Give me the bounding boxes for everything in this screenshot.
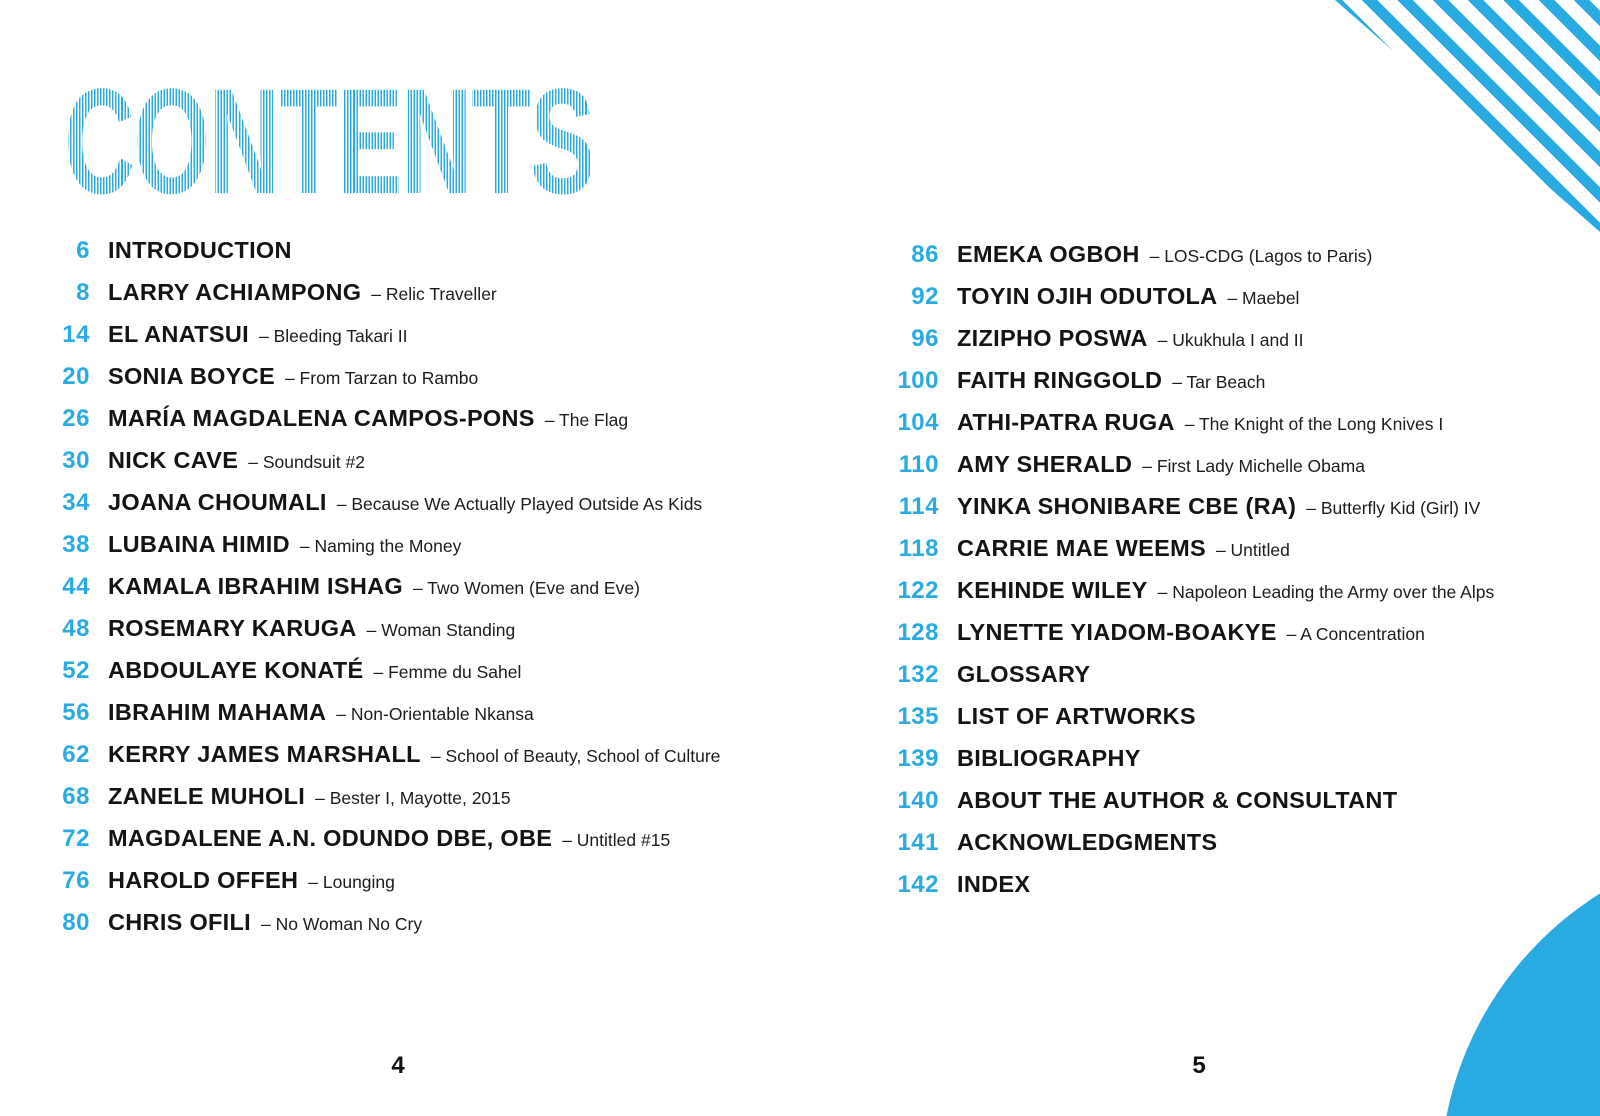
toc-entry-page-number: 52 [62, 657, 90, 684]
toc-entry [34, 405, 720, 447]
toc-entry [883, 367, 1494, 409]
toc-entry-title: LARRY ACHIAMPONG [108, 279, 362, 305]
toc-entry-page-number: 80 [62, 909, 90, 936]
toc-entry-page-number: 139 [897, 745, 939, 772]
toc-entry-title: NICK CAVE [108, 447, 239, 473]
toc-entry-title: ATHI-PATRA RUGA [957, 409, 1175, 435]
toc-entry-page-number: 128 [897, 619, 939, 646]
toc-entry-title: KAMALA IBRAHIM ISHAG [108, 573, 403, 599]
toc-entry-artwork: – LOS-CDG (Lagos to Paris) [1149, 246, 1373, 266]
toc-entry-artwork: – Relic Traveller [371, 284, 497, 304]
toc-entry [883, 787, 1494, 829]
toc-entry-artwork: – Bleeding Takari II [258, 326, 408, 346]
toc-entry [883, 283, 1494, 325]
toc-entry-artwork: – Napoleon Leading the Army over the Alps [1157, 582, 1495, 602]
toc-entry-page-number: 141 [897, 829, 939, 856]
toc-entry [34, 615, 720, 657]
toc-entry-title: AMY SHERALD [957, 451, 1133, 477]
toc-entry [34, 279, 720, 321]
toc-entry-page-number: 104 [897, 409, 939, 436]
toc-column-left [34, 237, 720, 951]
toc-entry-title: LUBAINA HIMID [108, 531, 290, 557]
toc-entry-page-number: 20 [62, 363, 90, 390]
toc-entry-artwork: – The Knight of the Long Knives I [1184, 414, 1444, 434]
toc-entry-artwork: – A Concentration [1286, 624, 1425, 644]
toc-entry-title: CHRIS OFILI [108, 909, 251, 935]
toc-entry-title: GLOSSARY [957, 661, 1091, 687]
toc-entry-artwork: – School of Beauty, School of Culture [430, 746, 721, 766]
toc-entry-title: LYNETTE YIADOM-BOAKYE [957, 619, 1277, 645]
toc-entry-page-number: 132 [897, 661, 939, 688]
toc-entry [34, 447, 720, 489]
toc-entry-artwork: – Untitled [1215, 540, 1290, 560]
toc-entry-artwork: – The Flag [544, 410, 629, 430]
toc-entry-artwork: – Naming the Money [299, 536, 462, 556]
toc-entry [883, 829, 1494, 871]
toc-entry-title: BIBLIOGRAPHY [957, 745, 1141, 771]
toc-entry-artwork: – Soundsuit #2 [248, 452, 365, 472]
toc-entry-page-number: 14 [62, 321, 90, 348]
toc-entry-artwork: – Bester I, Mayotte, 2015 [315, 788, 511, 808]
toc-entry-artwork: – Femme du Sahel [373, 662, 522, 682]
toc-entry [34, 237, 720, 279]
toc-entry [883, 535, 1494, 577]
toc-entry-artwork: – Woman Standing [366, 620, 516, 640]
toc-entry [883, 745, 1494, 787]
toc-entry-title: FAITH RINGGOLD [957, 367, 1163, 393]
toc-entry [34, 783, 720, 825]
toc-entry-title: ABOUT THE AUTHOR & CONSULTANT [957, 787, 1398, 813]
toc-entry-artwork: – Untitled #15 [562, 830, 671, 850]
toc-entry-page-number: 56 [62, 699, 90, 726]
toc-entry-title: ACKNOWLEDGMENTS [957, 829, 1218, 855]
toc-entry [34, 321, 720, 363]
toc-entry-page-number: 68 [62, 783, 90, 810]
toc-entry-page-number: 100 [897, 367, 939, 394]
toc-entry-page-number: 114 [898, 493, 939, 520]
toc-entry-page-number: 110 [898, 451, 939, 478]
toc-entry-title: EL ANATSUI [108, 321, 249, 347]
toc-entry-page-number: 8 [76, 279, 90, 306]
toc-entry-artwork: – No Woman No Cry [261, 914, 423, 934]
toc-entry-title: MARÍA MAGDALENA CAMPOS-PONS [108, 405, 535, 431]
page-number-left: 4 [391, 1052, 405, 1079]
toc-entry [34, 909, 720, 951]
toc-entry [34, 825, 720, 867]
toc-entry-page-number: 142 [897, 871, 939, 898]
toc-entry-title: ZANELE MUHOLI [108, 783, 306, 809]
toc-entry-page-number: 122 [897, 577, 939, 604]
toc-entry-artwork: – Butterfly Kid (Girl) IV [1306, 498, 1481, 518]
toc-entry-page-number: 38 [62, 531, 90, 558]
toc-entry-title: ROSEMARY KARUGA [108, 615, 357, 641]
toc-entry [34, 531, 720, 573]
toc-entry-page-number: 135 [897, 703, 939, 730]
toc-entry-page-number: 118 [898, 535, 939, 562]
toc-entry-title: CARRIE MAE WEEMS [957, 535, 1206, 561]
toc-entry-title: ZIZIPHO POSWA [957, 325, 1148, 351]
corner-stripes-decoration [1335, 0, 1600, 232]
toc-entry-artwork: – Ukukhula I and II [1157, 330, 1304, 350]
toc-entry-artwork: – First Lady Michelle Obama [1142, 456, 1365, 476]
toc-entry [34, 657, 720, 699]
toc-entry [883, 661, 1494, 703]
page-number-right: 5 [1192, 1052, 1206, 1079]
toc-entry-page-number: 44 [62, 573, 90, 600]
toc-entry-page-number: 30 [62, 447, 90, 474]
toc-entry-page-number: 86 [911, 241, 939, 268]
toc-entry-page-number: 96 [911, 325, 939, 352]
page-title: CONTENTS [64, 57, 594, 225]
toc-entry-page-number: 6 [76, 237, 90, 264]
toc-entry-title: INDEX [957, 871, 1031, 897]
toc-entry-title: KERRY JAMES MARSHALL [108, 741, 421, 767]
toc-entry [883, 241, 1494, 283]
toc-entry [883, 409, 1494, 451]
toc-entry [883, 871, 1494, 913]
toc-entry-title: INTRODUCTION [108, 237, 292, 263]
toc-entry-title: LIST OF ARTWORKS [957, 703, 1196, 729]
toc-entry-title: IBRAHIM MAHAMA [108, 699, 327, 725]
toc-entry [883, 493, 1494, 535]
toc-column-right [883, 241, 1494, 913]
toc-entry [883, 619, 1494, 661]
toc-entry-title: TOYIN OJIH ODUTOLA [957, 283, 1218, 309]
toc-entry-title: MAGDALENE A.N. ODUNDO DBE, OBE [108, 825, 553, 851]
toc-entry [34, 741, 720, 783]
toc-entry [34, 867, 720, 909]
toc-entry-page-number: 72 [62, 825, 90, 852]
toc-entry-title: KEHINDE WILEY [957, 577, 1148, 603]
toc-entry-page-number: 92 [911, 283, 939, 310]
toc-entry-artwork: – Tar Beach [1172, 372, 1266, 392]
toc-entry-page-number: 48 [62, 615, 90, 642]
toc-entry-artwork: – Two Women (Eve and Eve) [412, 578, 640, 598]
toc-entry [34, 573, 720, 615]
toc-entry-title: YINKA SHONIBARE CBE (RA) [957, 493, 1297, 519]
toc-entry-title: ABDOULAYE KONATÉ [108, 657, 364, 683]
toc-entry [883, 577, 1494, 619]
toc-entry-title: HAROLD OFFEH [108, 867, 299, 893]
toc-entry-title: EMEKA OGBOH [957, 241, 1140, 267]
toc-entry-page-number: 34 [62, 489, 90, 516]
toc-entry [883, 703, 1494, 745]
toc-entry-artwork: – From Tarzan to Rambo [284, 368, 479, 388]
toc-entry [34, 363, 720, 405]
toc-entry-artwork: – Maebel [1227, 288, 1300, 308]
toc-entry-title: SONIA BOYCE [108, 363, 275, 389]
toc-entry [883, 325, 1494, 367]
toc-entry-page-number: 76 [62, 867, 90, 894]
toc-entry-artwork: – Lounging [308, 872, 395, 892]
toc-entry-page-number: 140 [897, 787, 939, 814]
toc-entry-page-number: 62 [62, 741, 90, 768]
toc-entry [883, 451, 1494, 493]
toc-entry-page-number: 26 [62, 405, 90, 432]
toc-entry-title: JOANA CHOUMALI [108, 489, 327, 515]
toc-entry-artwork: – Because We Actually Played Outside As Kids [336, 494, 703, 514]
toc-entry-artwork: – Non-Orientable Nkansa [336, 704, 534, 724]
toc-entry [34, 489, 720, 531]
toc-entry [34, 699, 720, 741]
